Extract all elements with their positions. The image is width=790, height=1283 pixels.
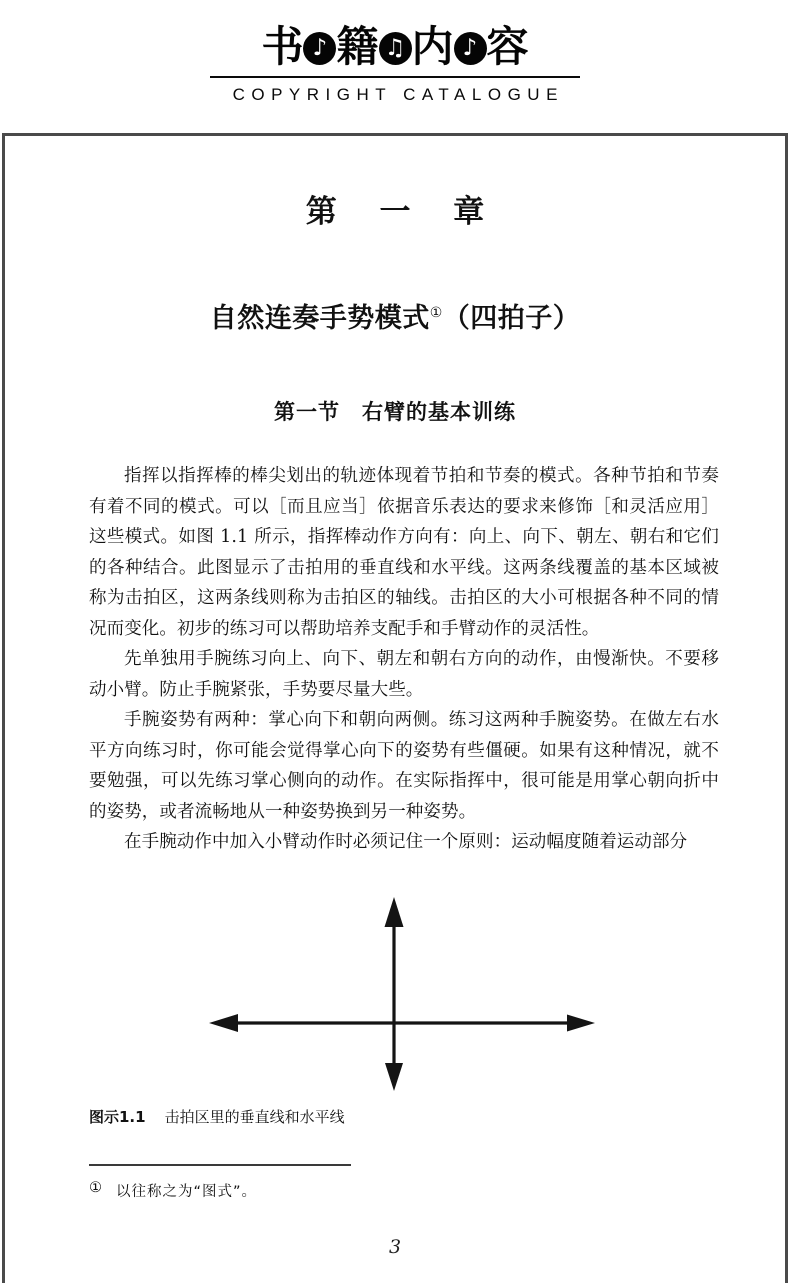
brand-wordmark (210, 22, 580, 72)
brand-char-2: 籍 (336, 22, 379, 71)
eighth-note-icon: ♪ (303, 32, 336, 65)
arrowhead-up-icon (385, 897, 404, 927)
footnote-block (89, 1164, 719, 1201)
footnote-text: 以往称之为“图式”。 (116, 1184, 258, 1200)
page-title (5, 296, 785, 335)
chapter-title-main: 自然连奏手势模式 (209, 303, 430, 334)
masthead-divider (210, 76, 580, 78)
arrowhead-right-icon (567, 1015, 595, 1032)
page-number: 3 (388, 1236, 402, 1258)
beamed-notes-icon: ♫ (379, 32, 412, 65)
footnote-divider (89, 1164, 351, 1166)
chapter-label: 第 一 章 (305, 194, 501, 230)
body-text (89, 461, 719, 858)
footnote-item (89, 1180, 719, 1201)
brand-char-1: 书 (261, 22, 304, 71)
masthead-banner (0, 0, 790, 120)
page-frame (2, 133, 788, 1283)
footnote-marker-inline: ① (429, 305, 443, 321)
cross-arrows-diagram (89, 881, 719, 1096)
eighth-note-icon-2: ♪ (454, 32, 487, 65)
paragraph: 指挥以指挥棒的棒尖划出的轨迹体现着节拍和节奏的模式。各种节拍和节奏有着不同的模式。可以［而且应当］依据音乐表达的要求来修饰［和灵活应用］这些模式。如图 1.1 所示，指挥棒动作方向有：向上、向下、朝左、朝右和它们的各种结合。此图显示了击拍用的垂直线和水平线。这两条线覆盖的基本区域被称为击拍区，这两条线则称为击拍区的轴线。击拍区的大小可根据各种不同的情况而变化。初步的练习可以帮助培养支配手和手臂动作的灵活性。 (89, 466, 719, 639)
figure-caption (89, 1106, 719, 1127)
section-title: 第一节 右臂的基本训练 (274, 400, 516, 424)
chapter-title-suffix: （四拍子） (442, 303, 581, 334)
footnote-marker: ① (89, 1180, 103, 1196)
brand-char-3: 内 (411, 22, 454, 71)
figure-block (89, 881, 719, 1127)
masthead-inner (210, 22, 580, 105)
arrowhead-left-icon (209, 1014, 238, 1032)
paragraph: 先单独用手腕练习向上、向下、朝左和朝右方向的动作，由慢渐快。不要移动小臂。防止手腕紧张，手势要尽量大些。 (89, 649, 719, 700)
figure-caption-text: 击拍区里的垂直线和水平线 (164, 1108, 345, 1126)
figure-caption-id: 图示1.1 (89, 1108, 146, 1126)
paragraph: 在手腕动作中加入小臂动作时必须记住一个原则：运动幅度随着运动部分 (124, 832, 688, 852)
brand-char-4: 容 (486, 22, 529, 71)
paragraph: 手腕姿势有两种：掌心向下和朝向两侧。练习这两种手腕姿势。在做左右水平方向练习时，你可能会觉得掌心向下的姿势有些僵硬。如果有这种情况，就不要勉强，可以先练习掌心侧向的动作。在实际指挥中，很可能是用掌心朝向折中的姿势，或者流畅地从一种姿势换到另一种姿势。 (89, 710, 719, 822)
masthead-subtitle: COPYRIGHT CATALOGUE (232, 85, 564, 104)
arrowhead-down-icon (385, 1063, 403, 1091)
